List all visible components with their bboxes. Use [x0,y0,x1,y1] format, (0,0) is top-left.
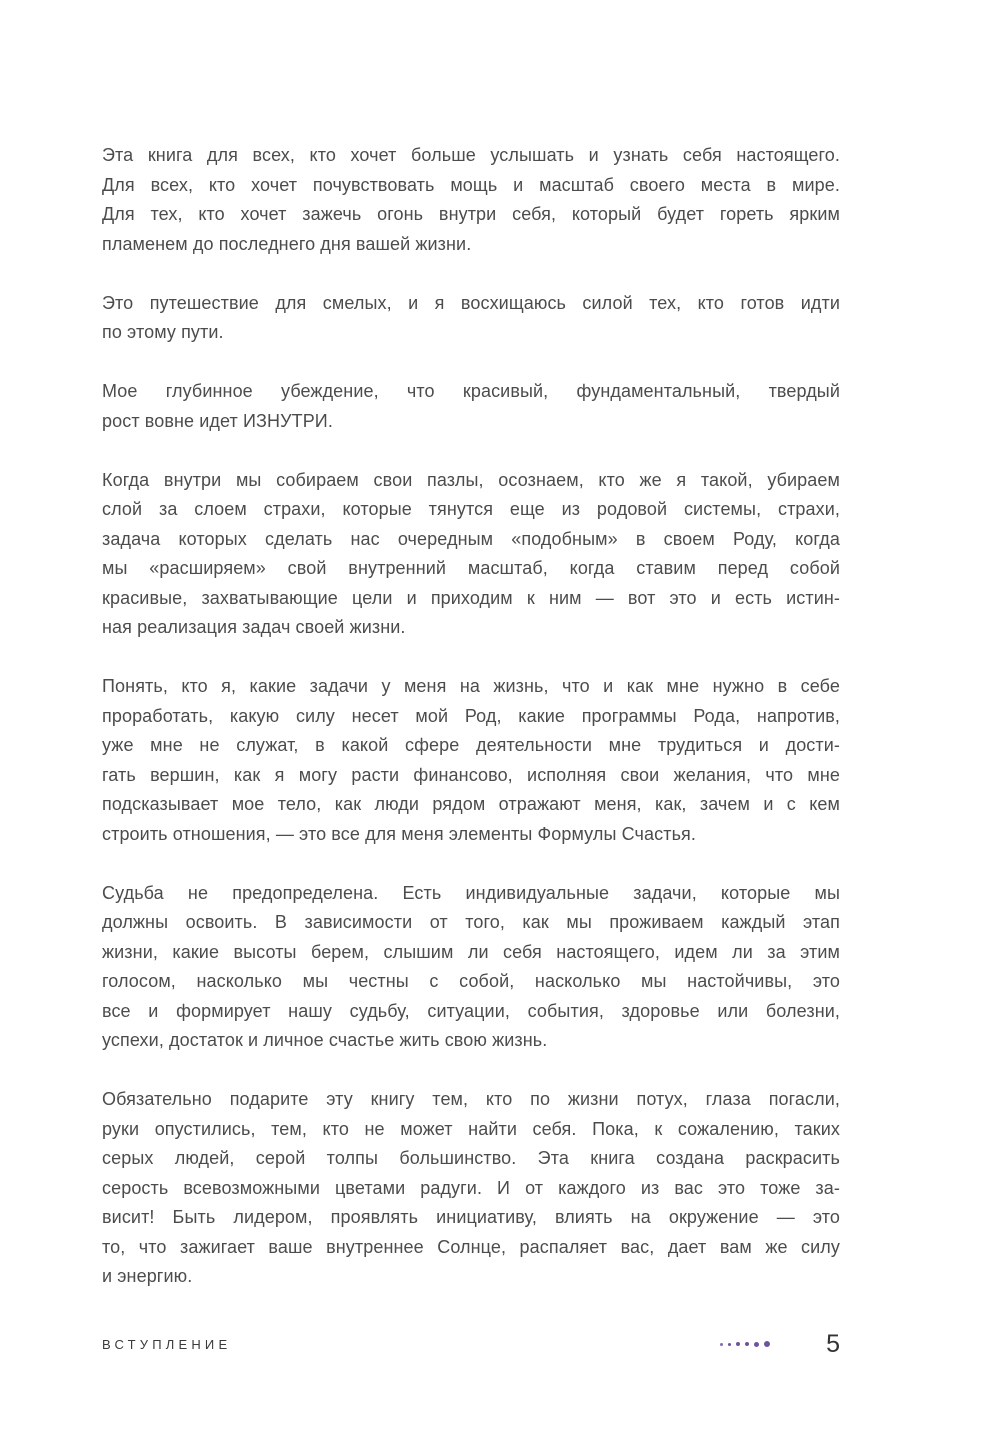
page-body-text [102,141,840,1292]
text-line: Это путешествие для смелых, и я восхищаюсь силой тех, кто готов идти [102,292,840,313]
text-line: пламенем до последнего дня вашей жизни. [102,233,472,254]
text-line: Эта книга для всех, кто хочет больше услышать и узнать себя настоящего. [102,145,840,165]
paragraph [102,141,840,259]
dot [754,1342,759,1347]
text-line: Для тех, кто хочет зажечь огонь внутри себя, который будет гореть ярким [102,204,840,224]
text-line: красивые, захватывающие цели и приходим к ним — вот это и есть истин- [102,587,840,608]
text-line: Для всех, кто хочет почувствовать мощь и масштаб своего места в мире. [102,174,840,195]
text-line: Когда внутри мы собираем свои пазлы, осознаем, кто же я такой, убираем [102,469,840,490]
text-line: висит! Быть лидером, проявлять инициативу, влиять на окружение — это [102,1207,840,1227]
paragraph [102,879,840,1056]
text-line: голосом, насколько мы честны с собой, насколько мы настойчивы, это [102,971,840,991]
text-line: руки опустились, тем, кто не может найти себя. Пока, к сожалению, таких [102,1118,840,1139]
paragraph [102,289,840,348]
page-footer [102,1326,840,1362]
text-line: то, что зажигает ваше внутреннее Солнце, распаляет вас, дает вам же силу [102,1236,840,1257]
paragraph [102,466,840,643]
text-line: по этому пути. [102,322,224,342]
text-line: подсказывает мое тело, как люди рядом отражают меня, как, зачем и с кем [102,794,840,814]
text-line: Мое глубинное убеждение, что красивый, фундаментальный, твердый [102,381,840,401]
text-line: все и формирует нашу судьбу, ситуации, события, здоровье или болезни, [102,1000,840,1021]
paragraph [102,1085,840,1292]
dot [764,1341,770,1347]
text-line: уже мне не служат, в какой сфере деятельности мне трудиться и дости- [102,735,840,755]
text-line: проработать, какую силу несет мой Род, какие программы Рода, напротив, [102,705,840,726]
text-line: рост вовне идет ИЗНУТРИ. [102,410,333,431]
footer-section-label: ВСТУПЛЕНИЕ [102,1336,232,1352]
text-line: жизни, какие высоты берем, слышим ли себя настоящего, идем ли за этим [102,941,840,962]
text-line: Обязательно подарите эту книгу тем, кто по жизни потух, глаза погасли, [102,1089,840,1109]
dot [745,1342,749,1346]
text-line: гать вершин, как я могу расти финансово, исполняя свои желания, что мне [102,764,840,785]
text-line: Понять, кто я, какие задачи у меня на жизнь, что и как мне нужно в себе [102,676,840,696]
dots-ornament-icon [715,1341,770,1347]
paragraph [102,672,840,849]
paragraph [102,377,840,436]
text-line: серость всевозможными цветами радуги. И от каждого из вас это тоже за- [102,1177,840,1198]
dot [728,1343,731,1346]
dot [720,1343,723,1346]
text-line: успехи, достаток и личное счастье жить свою жизнь. [102,1030,548,1050]
text-line: задача которых сделать нас очередным «подобным» в своем Роду, когда [102,528,840,549]
text-line: серых людей, серой толпы большинство. Эта книга создана раскрасить [102,1148,840,1168]
text-line: и энергию. [102,1266,193,1286]
text-line: ная реализация задач своей жизни. [102,617,406,637]
page-number: 5 [826,1329,840,1358]
text-line: должны освоить. В зависимости от того, как мы проживаем каждый этап [102,912,840,932]
text-line: слой за слоем страхи, которые тянутся еще из родовой системы, страхи, [102,499,840,519]
text-line: строить отношения, — это все для меня элементы Формулы Счастья. [102,823,696,844]
text-line: мы «расширяем» свой внутренний масштаб, когда ставим перед собой [102,558,840,578]
text-line: Судьба не предопределена. Есть индивидуальные задачи, которые мы [102,882,840,903]
dot [736,1342,740,1346]
